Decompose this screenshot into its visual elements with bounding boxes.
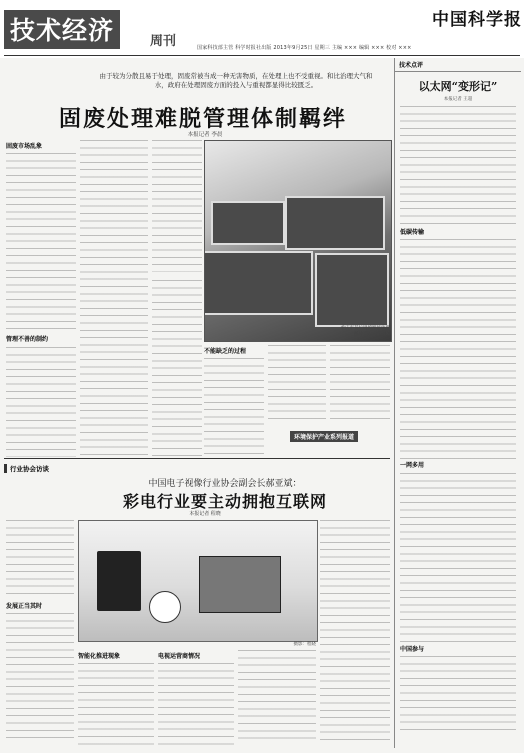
main-text-column-4 — [204, 345, 264, 460]
second-subhead-1: 发展正当其时 — [6, 603, 43, 610]
second-text-column-2 — [78, 650, 154, 745]
text-lines — [152, 280, 202, 458]
section-title: 技术经济 — [4, 10, 120, 49]
main-text-column-1 — [6, 140, 76, 460]
second-text-column-5 — [320, 520, 390, 745]
subhead-1: 固废市场乱象 — [6, 143, 43, 150]
header-rule — [4, 55, 520, 56]
right-column-byline: 本报记者 王超 — [443, 97, 473, 102]
text-lines — [204, 358, 264, 458]
text-lines — [400, 239, 516, 459]
main-text-column-3b — [152, 280, 202, 460]
subhead-3: 不能缺乏的过程 — [204, 348, 247, 355]
text-lines — [80, 140, 148, 458]
series-banner: 环境保护产业系列报道 — [290, 431, 358, 442]
text-lines — [6, 347, 76, 457]
photo-display — [199, 556, 281, 613]
second-kicker: 中国电子视像行业协会副会长郝亚斌： — [148, 479, 302, 489]
second-section-label: 行业协会访谈 — [4, 464, 49, 473]
main-text-column-6 — [330, 345, 390, 427]
photo-bin — [204, 251, 313, 315]
text-lines — [400, 656, 516, 736]
section-divider — [4, 458, 390, 459]
second-text-column-1 — [6, 520, 74, 745]
second-text-column-3 — [158, 650, 234, 745]
text-lines — [400, 473, 516, 643]
right-subhead-2: 一网多用 — [400, 462, 425, 470]
second-subhead-2: 智能化推进现象 — [78, 653, 121, 660]
second-byline: 本报记者 程晓 — [189, 511, 221, 517]
second-headline: 彩电行业要主动拥抱互联网 — [122, 492, 327, 511]
photo-caption: 重庆市某垃圾填埋场处理 图片来源：东方IC — [340, 326, 390, 337]
right-subhead-1: 低碳传输 — [400, 229, 425, 236]
right-column-title: 以太网“变形记” — [418, 80, 498, 93]
photo-bin — [285, 196, 385, 250]
right-column — [394, 58, 521, 748]
text-lines — [158, 663, 234, 745]
photo-bin — [315, 253, 389, 327]
photo-bin — [211, 201, 285, 245]
newspaper-logo: 中国科学报 — [432, 10, 522, 30]
main-text-column-3 — [152, 140, 202, 275]
main-byline: 本报记者 李晨 — [187, 132, 223, 138]
text-lines — [330, 345, 390, 425]
text-lines — [400, 106, 516, 226]
right-subhead-3: 中国参与 — [400, 645, 425, 653]
article-lead: 由于较为分散且易于处理，固废常被当成一种无害物质，在处理上也不受重视。和比治理大气和水，政府在处理固废方面的投入与重视都显得比较匮乏。 — [99, 72, 373, 89]
photo-tv — [97, 551, 141, 611]
tv-photo-caption: 摄影：程晓 — [293, 642, 316, 647]
right-column-text — [395, 102, 521, 750]
text-lines — [78, 663, 154, 745]
text-lines — [6, 520, 74, 600]
main-text-column-5 — [268, 345, 326, 427]
photo-panda — [149, 591, 181, 623]
main-text-column-2 — [80, 140, 148, 460]
landfill-photo — [204, 140, 392, 342]
second-subhead-3: 电视运营商情况 — [158, 653, 201, 660]
text-lines — [268, 345, 326, 425]
text-lines — [238, 650, 316, 743]
text-lines — [6, 153, 76, 333]
main-headline: 固废处理难脱管理体制羁绊 — [58, 106, 347, 132]
second-text-column-4 — [238, 650, 316, 745]
tv-photo — [78, 520, 318, 642]
text-lines — [320, 520, 390, 743]
text-lines — [152, 140, 202, 272]
subhead-2: 管理不善的制约 — [6, 336, 49, 344]
weekly-label: 周刊 — [150, 34, 177, 49]
right-column-label: 技术点评 — [395, 58, 521, 72]
text-lines — [6, 613, 74, 743]
issue-meta: 国家科技部主管 科学时报社出版 2013年9月25日 星期三 主编 ××× 编辑 ××× 校对 ××× — [197, 45, 412, 51]
